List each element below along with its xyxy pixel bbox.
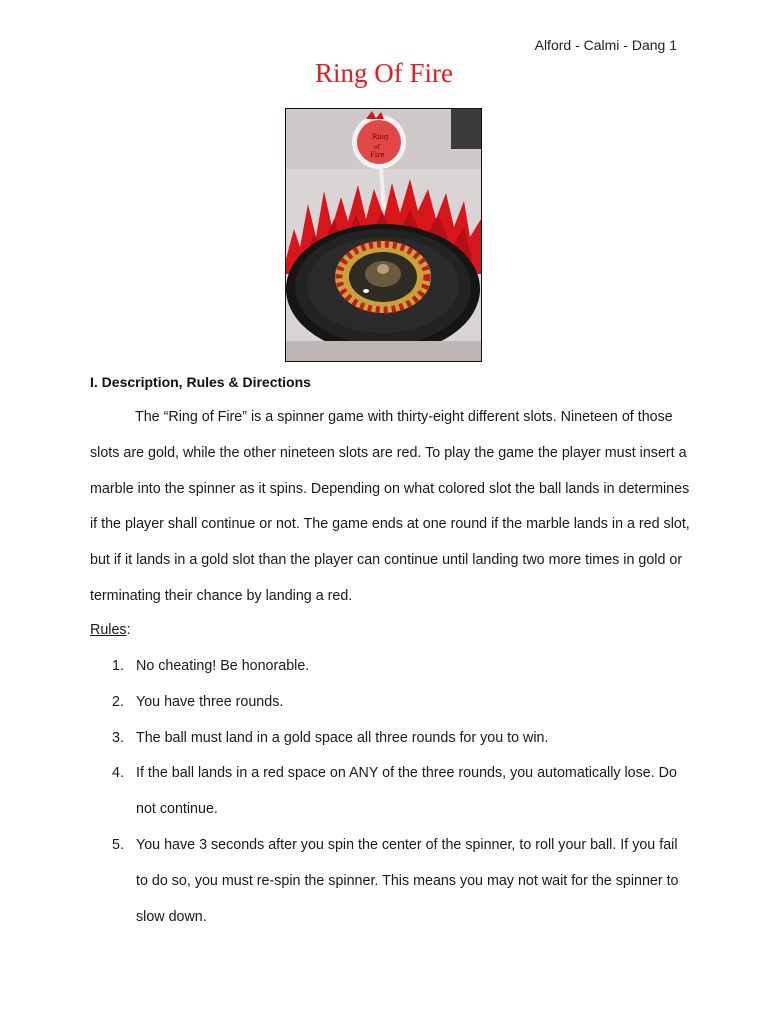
rule-item — [90, 828, 690, 935]
rule-item — [90, 721, 690, 757]
description-text: The “Ring of Fire” is a spinner game with thirty-eight different slots. Nineteen of those slots are gold, while the other nineteen slots are red. To play the game the player must insert a marble into the spinner as it spins. Depending on what colored slot the ball lands in determines if the player shall continue or not. The game ends at one round if the marble lands in a red slot, but if it lands in a gold slot than the player can continue until landing two more times in gold or terminating their chance by landing a red. — [90, 409, 690, 604]
rule-number: 2. — [112, 693, 124, 710]
rule-item — [90, 756, 690, 828]
rule-number: 4. — [112, 765, 124, 782]
rule-number: 5. — [112, 836, 124, 853]
svg-text:Ring: Ring — [372, 133, 389, 141]
rule-text: If the ball lands in a red space on ANY of the three rounds, you automatically lose. Do not continue. — [136, 765, 677, 818]
section-heading: I. Description, Rules & Directions — [90, 374, 311, 390]
rule-number: 3. — [112, 729, 124, 746]
rule-number: 1. — [112, 658, 124, 674]
rule-text: No cheating! Be honorable. — [136, 658, 310, 674]
rule-text: The ball must land in a gold space all three rounds for you to win. — [136, 729, 549, 746]
page-header: Alford - Calmi - Dang 1 — [534, 37, 677, 53]
svg-text:Fire: Fire — [370, 151, 385, 159]
description-paragraph — [90, 400, 690, 615]
svg-text:of: of — [374, 144, 380, 151]
game-photo — [285, 108, 482, 362]
rule-text: You have 3 seconds after you spin the center of the spinner, to roll your ball. If you fail to do so, you must re-spin the spinner. This means you may not wait for the spinner to slow down. — [136, 836, 679, 925]
rule-item — [90, 685, 690, 721]
rules-label-text: Rules — [90, 622, 127, 638]
rule-text: You have three rounds. — [136, 693, 284, 710]
rules-list — [90, 649, 690, 935]
rules-label: Rules: — [90, 622, 131, 638]
document-title: Ring Of Fire — [315, 58, 453, 88]
rule-item — [90, 649, 690, 685]
